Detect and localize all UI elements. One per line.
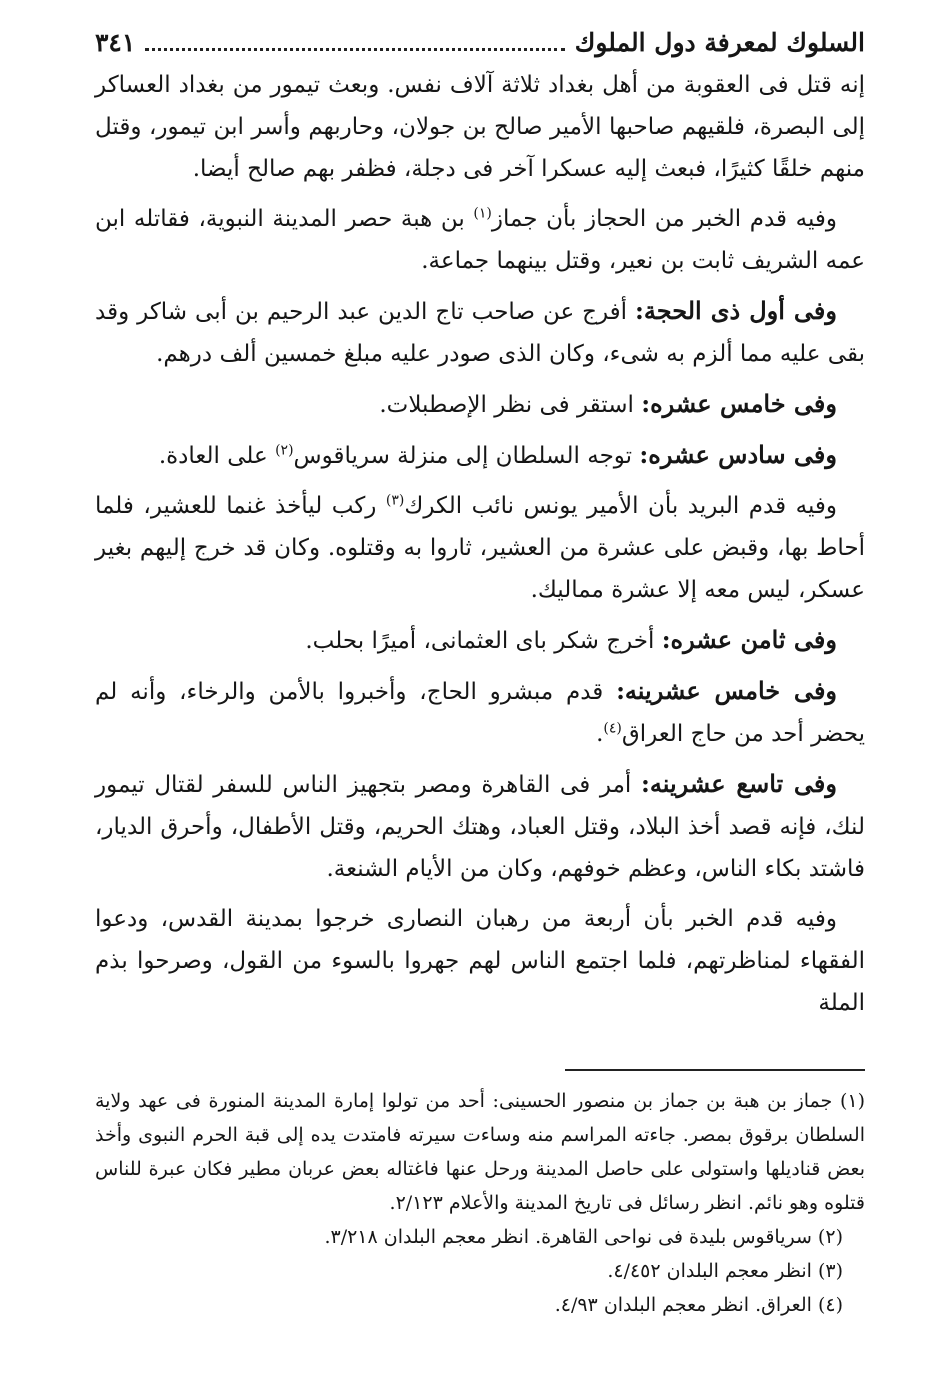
paragraph-8 <box>95 670 865 755</box>
header-dot-leader <box>145 48 564 51</box>
paragraph-text: أمر فى القاهرة ومصر بتجهيز الناس للسفر لقتال تيمور لنك، فإنه قصد أخذ البلاد، وقتل العباد، وهتك الحريم، وقتل الأطفال، وأحرق الديار، فاشتد بكاء الناس، وعظم خوفهم، وكان من الأيام الشنعة. <box>95 772 865 882</box>
paragraph-text: وفيه قدم الخبر بأن أربعة من رهبان النصارى خرجوا بمدينة القدس، ودعوا الفقهاء لمناظرتهم، فلما اجتمع الناس لهم جهروا بالسوء من القول، وصرحوا بذم الملة <box>95 906 865 1016</box>
paragraph-text: بن هبة حصر المدينة النبوية، فقاتله ابن عمه الشريف ثابت بن نعير، وقتل بينهما جماعة. <box>95 206 865 274</box>
footnote-3: (٣) انظر معجم البلدان ٤/٤٥٢. <box>607 1260 843 1282</box>
paragraph-text: . <box>596 721 604 747</box>
paragraph-9 <box>95 763 865 890</box>
paragraph-text: وفيه قدم الخبر من الحجاز بأن جماز <box>491 206 837 232</box>
footnote-ref-2[interactable]: (٢) <box>275 442 294 459</box>
paragraph-1 <box>95 64 865 190</box>
page-number: ٣٤١ <box>95 28 136 57</box>
footnote-divider <box>565 1069 865 1071</box>
main-text <box>95 64 865 1024</box>
date-heading: وفى سادس عشره: <box>639 440 837 469</box>
running-header <box>95 22 865 64</box>
paragraph-text: قدم مبشرو الحاج، وأخبروا بالأمن والرخاء، وأنه لم يحضر أحد من حاج العراق <box>95 679 865 747</box>
footnotes <box>95 1084 865 1322</box>
paragraph-3 <box>95 290 865 375</box>
paragraph-text: ركب ليأخذ غنما للعشير، فلما أحاط بها، وقبض على عشرة من العشير، ثاروا به وقتلوه. وكان قد خرج إليهم بغير عسكر، ليس معه إلا عشرة مماليك. <box>95 493 865 603</box>
footnote-ref-1[interactable]: (١) <box>473 205 492 222</box>
date-heading: وفى ثامن عشره: <box>661 625 837 654</box>
date-heading: وفى تاسع عشرينه: <box>640 769 837 798</box>
paragraph-6 <box>95 485 865 611</box>
paragraph-7 <box>95 619 865 662</box>
paragraph-text: على العادة. <box>158 443 276 469</box>
date-heading: وفى خامس عشرينه: <box>616 676 838 705</box>
paragraph-4 <box>95 383 865 426</box>
paragraph-2 <box>95 198 865 282</box>
paragraph-text: إنه قتل فى العقوبة من أهل بغداد ثلاثة آلاف نفس. وبعث تيمور من بغداد العساكر إلى البصرة، فلقيهم صاحبها الأمير صالح بن جولان، وحاربهم وأسر ابن تيمور، وقتل منهم خلقًا كثيرًا، فبعث إليه عسكرا آخر فى دجلة، فظفر بهم صالح أيضا. <box>95 72 865 182</box>
footnote-2: (٢) سرياقوس بليدة فى نواحى القاهرة. انظر معجم البلدان ٣/٢١٨. <box>324 1226 843 1248</box>
date-heading: وفى خامس عشره: <box>641 389 837 418</box>
footnote-ref-3[interactable]: (٣) <box>385 492 405 509</box>
paragraph-5 <box>95 434 865 477</box>
paragraph-text: توجه السلطان إلى منزلة سرياقوس <box>293 443 640 469</box>
paragraph-10 <box>95 898 865 1024</box>
paragraph-text: أفرج عن صاحب تاج الدين عبد الرحيم بن أبى شاكر وقد بقى عليه مما ألزم به شىء، وكان الذى صودر عليه مبلغ خمسين ألف درهم. <box>95 299 865 367</box>
paragraph-text: أخرج شكر باى العثمانى، أميرًا بحلب. <box>305 628 662 654</box>
book-page <box>95 22 865 1362</box>
paragraph-text: وفيه قدم البريد بأن الأمير يونس نائب الكرك <box>404 493 837 519</box>
date-heading: وفى أول ذى الحجة: <box>635 296 837 325</box>
paragraph-text: استقر فى نظر الإصطبلات. <box>379 392 642 418</box>
footnote-4: (٤) العراق. انظر معجم البلدان ٤/٩٣. <box>554 1294 843 1316</box>
book-title: السلوك لمعرفة دول الملوك <box>574 28 865 57</box>
footnote-1: (١) جماز بن هبة بن جماز بن منصور الحسينى: أحد من تولوا إمارة المدينة المنورة فى عهد ولاية السلطان برقوق بمصر. جاءته المراسم منه وساءت سيرته فامتدت يده إلى قبة الحرم النبوى وأخذ بعض قناديلها واستولى على حاصل المدينة ورحل عنها فاغتاله بعض عربان مطير فكان عبرة للناس قتلوه وهو نائم. انظر رسائل فى تاريخ المدينة والأعلام ٢/١٢٣. <box>95 1090 865 1214</box>
footnote-ref-4[interactable]: (٤) <box>603 720 622 737</box>
